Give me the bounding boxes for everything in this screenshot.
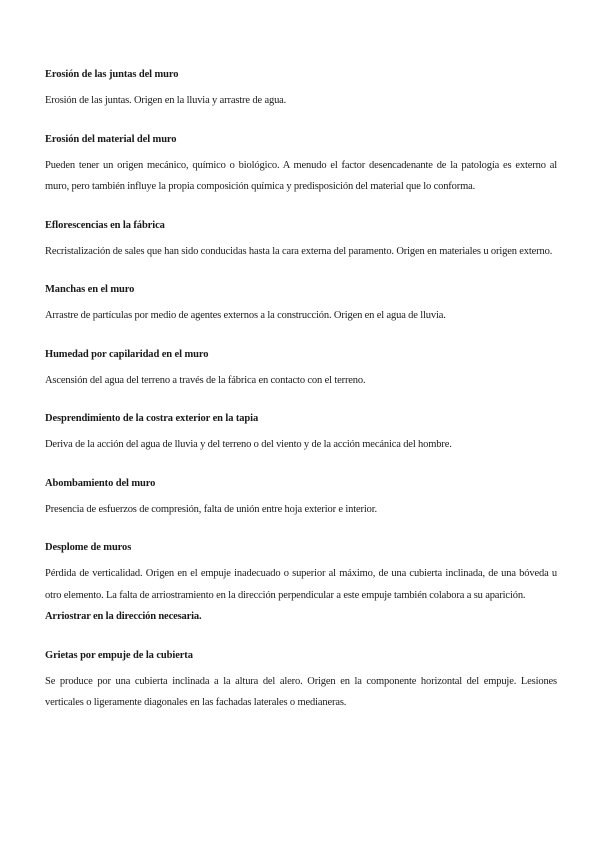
entry-desplome-muros bbox=[45, 541, 557, 628]
entry-note: Arriostrar en la dirección necesaria. bbox=[45, 611, 202, 622]
entry-erosion-juntas bbox=[45, 68, 557, 112]
entry-title: Grietas por empuje de la cubierta bbox=[45, 649, 193, 661]
entry-title: Manchas en el muro bbox=[45, 284, 135, 295]
entry-body: Ascensión del agua del terreno a través de la fábrica en contacto con el terreno. bbox=[45, 374, 366, 386]
entry-abombamiento bbox=[45, 477, 557, 521]
entry-eflorescencias bbox=[45, 219, 557, 263]
entry-title: Eflorescencias en la fábrica bbox=[45, 219, 165, 231]
entry-body: Deriva de la acción del agua de lluvia y del terreno o del viento y de la acción mecánica del hombre. bbox=[45, 439, 452, 450]
entry-humedad-capilaridad bbox=[45, 348, 557, 392]
entry-manchas bbox=[45, 283, 557, 327]
entry-title: Erosión de las juntas del muro bbox=[45, 69, 179, 80]
entry-title: Erosión del material del muro bbox=[45, 133, 177, 145]
entry-body: Erosión de las juntas. Origen en la lluvia y arrastre de agua. bbox=[45, 95, 287, 106]
entry-erosion-material bbox=[45, 133, 557, 198]
entry-body: Arrastre de partículas por medio de agentes externos a la construcción. Origen en el agua de lluvia. bbox=[45, 310, 446, 321]
entry-body: Se produce por una cubierta inclinada a la altura del alero. Origen en la componente horizontal del empuje. Lesiones verticales o ligeramente diagonales en las fachadas laterales o medianeras. bbox=[45, 675, 557, 708]
entry-title: Abombamiento del muro bbox=[45, 477, 156, 489]
document-page bbox=[45, 68, 557, 735]
entry-body: Presencia de esfuerzos de compresión, falta de unión entre hoja exterior e interior. bbox=[45, 503, 378, 515]
entry-desprendimiento-costra bbox=[45, 412, 557, 456]
entry-body: Pérdida de verticalidad. Origen en el empuje inadecuado o superior al máximo, de una cubierta inclinada, de una bóveda u otro elemento. La falta de arriostramiento en la dirección perpendicular a este empuje también colabora a su aparición. bbox=[45, 568, 557, 601]
entry-grietas-empuje bbox=[45, 649, 557, 714]
entry-title: Humedad por capilaridad en el muro bbox=[45, 348, 209, 360]
entry-body: Recristalización de sales que han sido conducidas hasta la cara externa del paramento. Origen en materiales u origen externo. bbox=[45, 245, 553, 257]
entry-title: Desprendimiento de la costra exterior en la tapia bbox=[45, 413, 259, 424]
entry-body: Pueden tener un origen mecánico, químico o biológico. A menudo el factor desencadenante de la patología es externo al muro, pero también influye la propia composición química y predisposición del material que lo conforma. bbox=[45, 159, 557, 192]
entry-title: Desplome de muros bbox=[45, 542, 132, 553]
